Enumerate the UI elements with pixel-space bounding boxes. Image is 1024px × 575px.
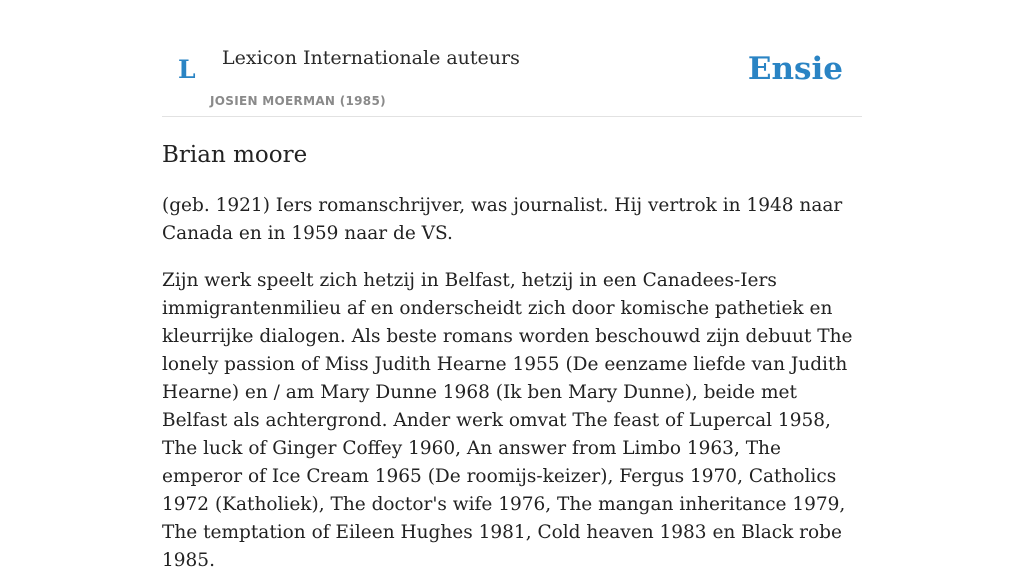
lexicon-logo-icon[interactable]: L	[178, 55, 196, 84]
lexicon-title-link[interactable]: Lexicon Internationale auteurs	[222, 47, 520, 69]
article-paragraph: Zijn werk speelt zich hetzij in Belfast, hetzij in een Canadees-Iers immigrantenmilieu af en onderscheidt zich door komische pathetiek en kleurrijke dialogen. Als beste romans worden beschouwd zijn debuut The lonely passion of Miss Judith Hearne 1955 (De eenzame liefde van Judith Hearne) en / am Mary Dunne 1968 (Ik ben Mary Dunne), beide met Belfast als achtergrond. Ander werk omvat The feast of Lupercal 1958, The luck of Ginger Coffey 1960, An answer from Limbo 1963, The emperor of Ice Cream 1965 (De roomijs-keizer), Fergus 1970, Catholics 1972 (Katholiek), The doctor's wife 1976, The mangan inheritance 1979, The temptation of Eileen Hughes 1981, Cold heaven 1983 en Black robe 1985.	[162, 270, 853, 571]
page-header	[162, 0, 862, 117]
ensie-logo[interactable]: Ensie	[747, 51, 843, 87]
article-paragraph: (geb. 1921) Iers romanschrijver, was journalist. Hij vertrok in 1948 naar Canada en in 1959 naar de VS.	[162, 195, 843, 244]
article-title: Brian moore	[162, 142, 308, 168]
author-attribution: JOSIEN MOERMAN (1985)	[210, 94, 386, 108]
